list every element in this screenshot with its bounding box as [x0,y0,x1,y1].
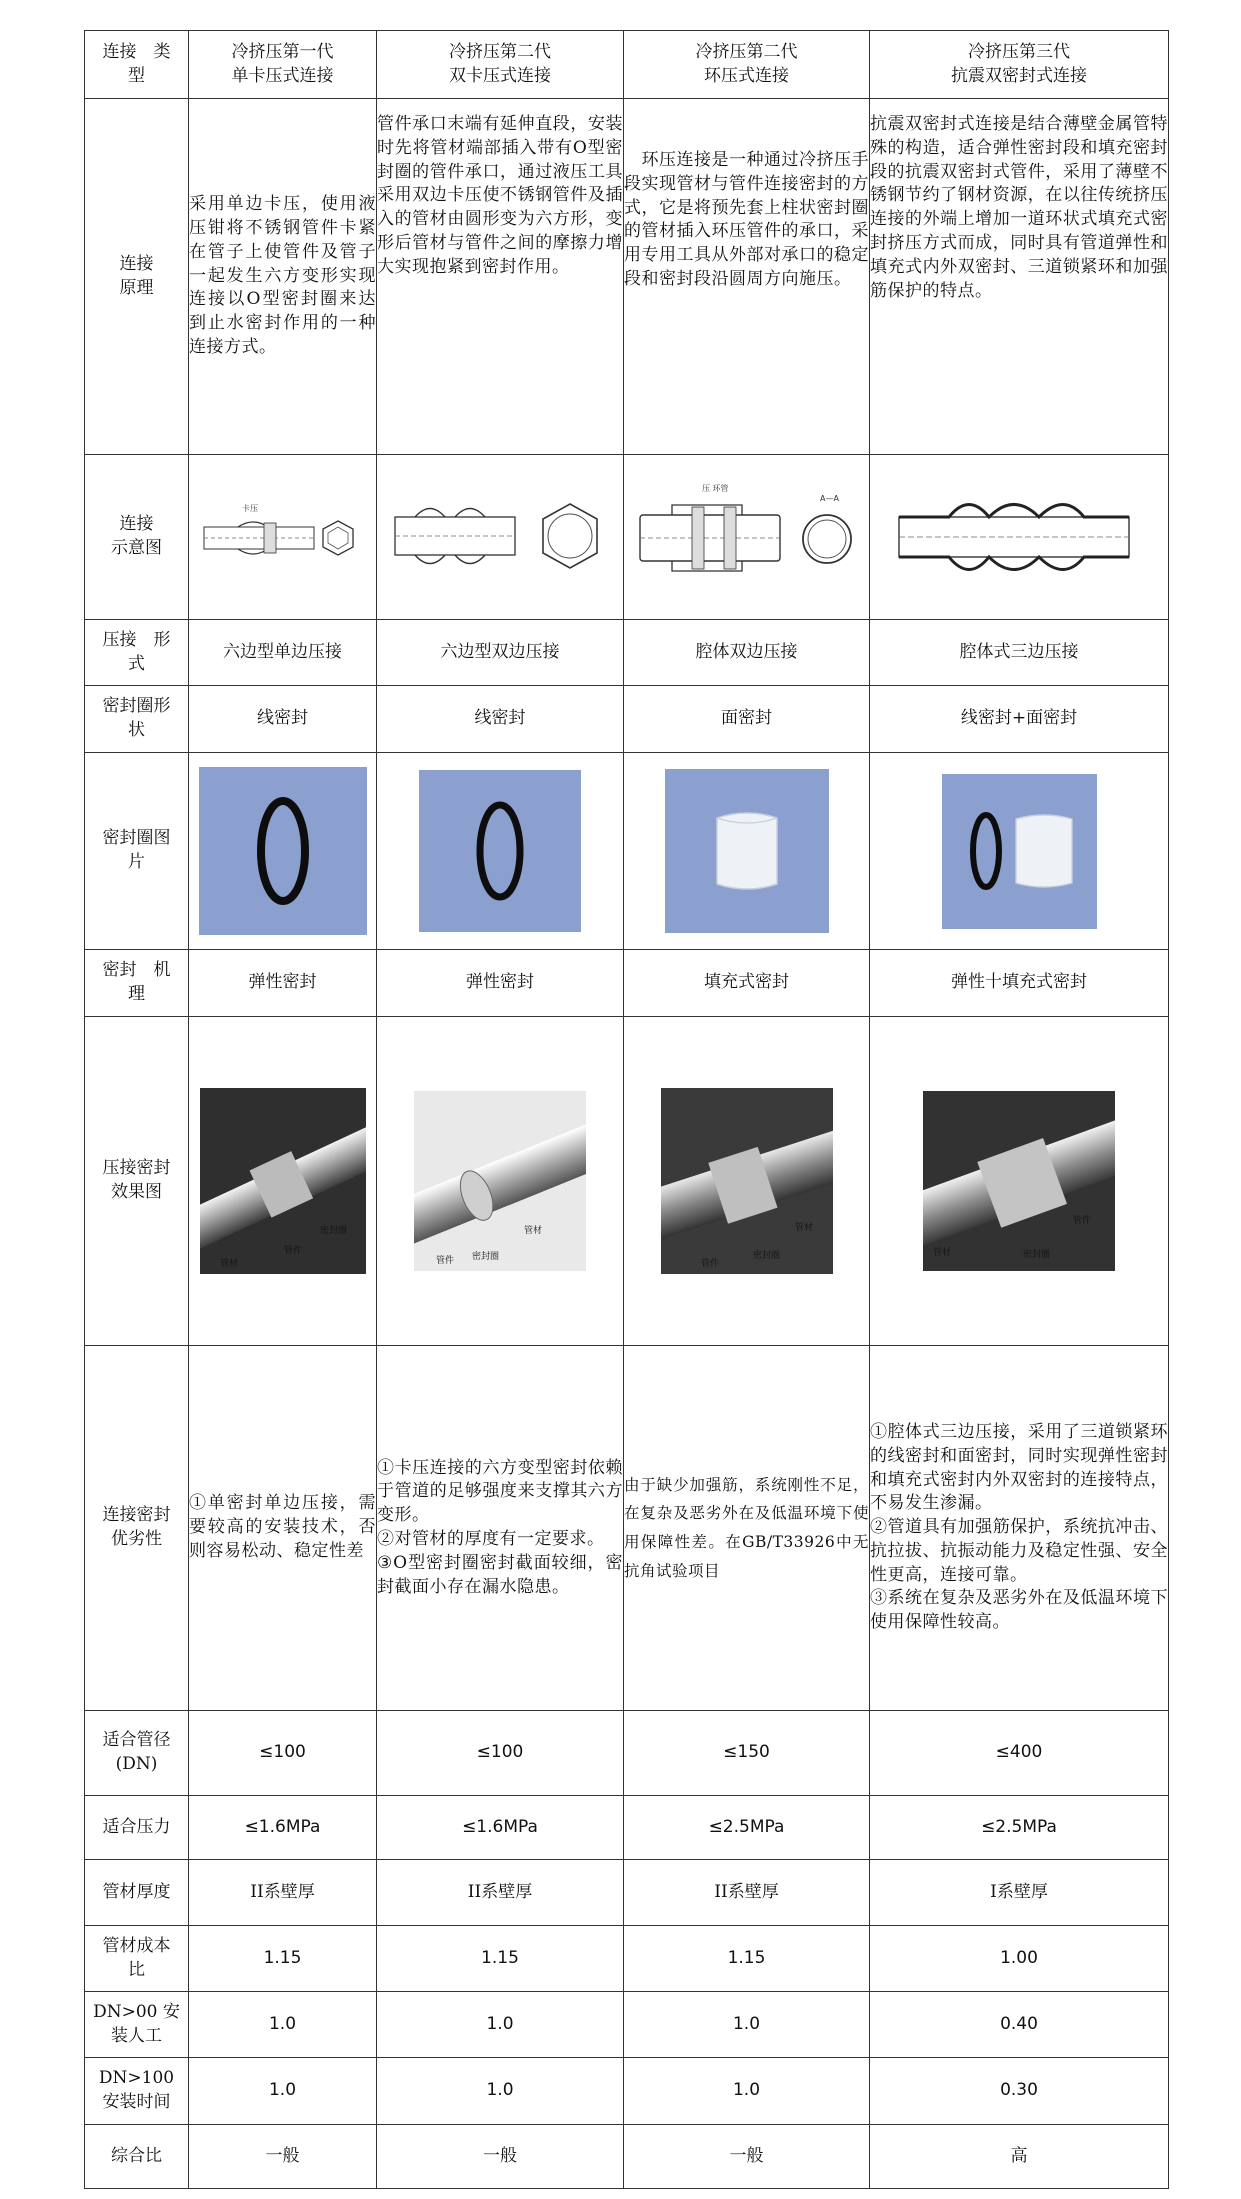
dn-label: 适合管径 (DN) [85,1711,189,1796]
effect-cell-1 [189,1017,377,1346]
principle-cell-1: 采用单边卡压，使用液压钳将不锈钢管件卡紧在管子上使管件及管子一起发生六方变形实现连接以O型密封圈来达到止水密封作用的一种连接方式。 [189,99,377,455]
effect-4-label-fitting: 管件 [1073,1216,1092,1226]
install-time-row [85,2058,1169,2125]
effect-cell-4 [870,1017,1169,1346]
labor-cell-1: 1.0 [189,1992,377,2058]
cost-cell-4: 1.00 [870,1926,1169,1992]
overall-cell-2: 一般 [377,2125,624,2189]
press-form-label: 压接 形 式 [85,620,189,686]
install-time-cell-2: 1.0 [377,2058,624,2125]
header-col-3-gen: 冷挤压第二代 [695,41,798,62]
cost-row [85,1926,1169,1992]
header-col-4-type: 抗震双密封式连接 [951,65,1087,86]
seal-photo-cell-2 [377,753,624,950]
effect-3-label-pipe: 管材 [794,1223,813,1233]
o-ring-photo [199,767,367,935]
triple-press-effect-photo [923,1091,1115,1271]
labor-label: DN>00 安 装人工 [85,1992,189,2058]
merits-4-point-2: ②管道具有加强筋保护，系统抗冲击、抗拉拔、抗振动能力及稳定性强、安全性更高，连接可靠。 [870,1517,1168,1585]
cost-label: 管材成本 比 [85,1926,189,1992]
seal-mech-cell-4: 弹性十填充式密封 [870,950,1169,1017]
triple-press-diagram [889,477,1149,597]
seal-photo-row [85,753,1169,950]
header-col-2 [377,31,624,99]
effect-2-label-fitting: 管件 [436,1256,455,1266]
diagram-cell-3 [624,455,870,620]
thickness-cell-1: II系壁厚 [189,1860,377,1926]
seal-photo-cell-3 [624,753,870,950]
thickness-label: 管材厚度 [85,1860,189,1926]
effect-2-label-pipe: 管材 [524,1226,543,1236]
thickness-cell-4: I系壁厚 [870,1860,1169,1926]
seal-shape-cell-4: 线密封+面密封 [870,686,1169,753]
pressure-cell-2: ≤1.6MPa [377,1796,624,1860]
diagram-cell-4 [870,455,1169,620]
thickness-cell-3: II系壁厚 [624,1860,870,1926]
effect-row [85,1017,1169,1346]
merits-cell-4 [870,1346,1169,1711]
merits-4-point-1: ①腔体式三边压接，采用了三道锁紧环的线密封和面密封，同时实现弹性密封和填充式密封内外双密封的连接特点，不易发生渗漏。 [870,1421,1168,1514]
header-col-2-gen: 冷挤压第二代 [449,41,551,62]
merits-3-point-1: 由于缺少加强筋，系统刚性不足，在复杂及恶劣外在及低温环境下使用保障性差。在GB/T33926中无抗角试验项目 [624,1475,869,1580]
effect-cell-3 [624,1017,870,1346]
header-col-1-gen: 冷挤压第一代 [231,41,334,62]
double-press-effect-photo [414,1091,586,1271]
ring-press-diagram [632,477,862,597]
seal-mech-cell-3: 填充式密封 [624,950,870,1017]
install-time-cell-3: 1.0 [624,2058,870,2125]
seal-shape-row [85,686,1169,753]
principle-label: 连接 原理 [85,99,189,455]
pressure-label: 适合压力 [85,1796,189,1860]
dn-row [85,1711,1169,1796]
double-press-diagram [385,482,615,592]
install-time-cell-4: 0.30 [870,2058,1169,2125]
thickness-cell-2: II系壁厚 [377,1860,624,1926]
single-press-effect-photo [200,1088,366,1274]
diagram-cell-2 [377,455,624,620]
press-form-cell-4: 腔体式三边压接 [870,620,1169,686]
seal-mech-label: 密封 机 理 [85,950,189,1017]
dn-cell-3: ≤150 [624,1711,870,1796]
seal-shape-cell-2: 线密封 [377,686,624,753]
header-col-1 [189,31,377,99]
effect-1-label-seal: 密封圈 [319,1226,347,1236]
overall-cell-1: 一般 [189,2125,377,2189]
cost-cell-1: 1.15 [189,1926,377,1992]
merits-1-point-1: ①单密封单边压接，需要较高的安装技术，否则容易松动、稳定性差 [189,1493,376,1561]
diagram-1-tag: 卡压 [241,504,258,513]
seal-photo-cell-1 [189,753,377,950]
header-col-3-type: 环压式连接 [704,65,789,86]
header-row [85,31,1169,99]
merits-2-point-3: ③O型密封圈密封截面较细，密封截面小存在漏水隐患。 [377,1552,623,1597]
header-col-3 [624,31,870,99]
merits-label: 连接密封 优劣性 [85,1346,189,1711]
dn-cell-2: ≤100 [377,1711,624,1796]
seal-mech-cell-1: 弹性密封 [189,950,377,1017]
labor-cell-3: 1.0 [624,1992,870,2058]
effect-4-label-pipe: 管材 [933,1248,952,1258]
install-time-cell-1: 1.0 [189,2058,377,2125]
press-form-cell-2: 六边型双边压接 [377,620,624,686]
merits-cell-3 [624,1346,870,1711]
overall-label: 综合比 [85,2125,189,2189]
press-form-cell-3: 腔体双边压接 [624,620,870,686]
labor-cell-4: 0.40 [870,1992,1169,2058]
effect-cell-2 [377,1017,624,1346]
install-time-label: DN>100 安装时间 [85,2058,189,2125]
merits-2-point-1: ①卡压连接的六方变型密封依赖于管道的足够强度来支撑其六方变形。 [377,1457,623,1526]
seal-shape-cell-1: 线密封 [189,686,377,753]
seal-shape-cell-3: 面密封 [624,686,870,753]
effect-3-label-fitting: 管件 [700,1259,719,1269]
overall-cell-3: 一般 [624,2125,870,2189]
press-form-row [85,620,1169,686]
pressure-row [85,1796,1169,1860]
overall-row [85,2125,1169,2189]
comparison-table [84,30,1169,2189]
merits-2-point-2: ②对管材的厚度有一定要求。 [377,1529,605,1549]
pressure-cell-1: ≤1.6MPa [189,1796,377,1860]
o-ring-and-sleeve-photo [942,774,1097,929]
merits-row [85,1346,1169,1711]
single-press-diagram [198,497,368,577]
effect-1-label-pipe: 管材 [219,1259,238,1269]
dn-cell-4: ≤400 [870,1711,1169,1796]
header-type-label: 连接 类 型 [85,31,189,99]
merits-cell-2 [377,1346,624,1711]
principle-cell-2: 管件承口末端有延伸直段，安装时先将管材端部插入带有O型密封圈的管件承口，通过液压工具采用双边卡压使不锈钢管件及插入的管材由圆形变为六方形，变形后管材与管件之间的摩擦力增大实现抱紧到密封作用。 [377,99,624,455]
diagram-label: 连接 示意图 [85,455,189,620]
cost-cell-2: 1.15 [377,1926,624,1992]
merits-cell-1 [189,1346,377,1711]
header-col-2-type: 双卡压式连接 [449,65,551,86]
cost-cell-3: 1.15 [624,1926,870,1992]
dn-cell-1: ≤100 [189,1711,377,1796]
effect-2-label-seal: 密封圈 [472,1252,500,1262]
header-col-4 [870,31,1169,99]
press-form-cell-1: 六边型单边压接 [189,620,377,686]
principle-cell-4: 抗震双密封式连接是结合薄壁金属管特殊的构造，适合弹性密封段和填充密封段的抗震双密封式管件，采用了薄壁不锈钢节约了钢材资源，在以往传统挤压连接的外端上增加一道环状式填充式密封挤压方式而成，同时具有管道弹性和填充式内外双密封、三道锁紧环和加强筋保护的特点。 [870,99,1169,455]
diagram-3-tag: 压 环管 [701,484,729,493]
seal-mech-row [85,950,1169,1017]
ring-press-effect-photo [661,1088,833,1274]
effect-1-label-fitting: 管件 [283,1246,302,1256]
diagram-3-section: A—A [819,494,839,503]
overall-cell-4: 高 [870,2125,1169,2189]
diagram-cell-1 [189,455,377,620]
seal-shape-label: 密封圈形 状 [85,686,189,753]
pressure-cell-4: ≤2.5MPa [870,1796,1169,1860]
seal-photo-label: 密封圈图 片 [85,753,189,950]
sleeve-seal-photo [665,769,829,933]
merits-4-point-3: ③系统在复杂及恶劣外在及低温环境下使用保障性较高。 [870,1588,1168,1633]
labor-cell-2: 1.0 [377,1992,624,2058]
labor-row [85,1992,1169,2058]
principle-row [85,99,1169,455]
header-col-4-gen: 冷挤压第三代 [968,41,1070,62]
o-ring-photo-2 [419,770,581,932]
pressure-cell-3: ≤2.5MPa [624,1796,870,1860]
effect-3-label-seal: 密封圈 [752,1251,780,1261]
header-col-1-type: 单卡压式连接 [231,65,334,86]
seal-mech-cell-2: 弹性密封 [377,950,624,1017]
principle-cell-3: 环压连接是一种通过冷挤压手段实现管材与管件连接密封的方式，它是将预先套上柱状密封圈的管材插入环压管件的承口，采用专用工具从外部对承口的稳定段和密封段沿圆周方向施压。 [624,99,870,455]
effect-4-label-seal: 密封圈 [1023,1250,1051,1260]
seal-photo-cell-4 [870,753,1169,950]
thickness-row [85,1860,1169,1926]
effect-label: 压接密封 效果图 [85,1017,189,1346]
diagram-row [85,455,1169,620]
